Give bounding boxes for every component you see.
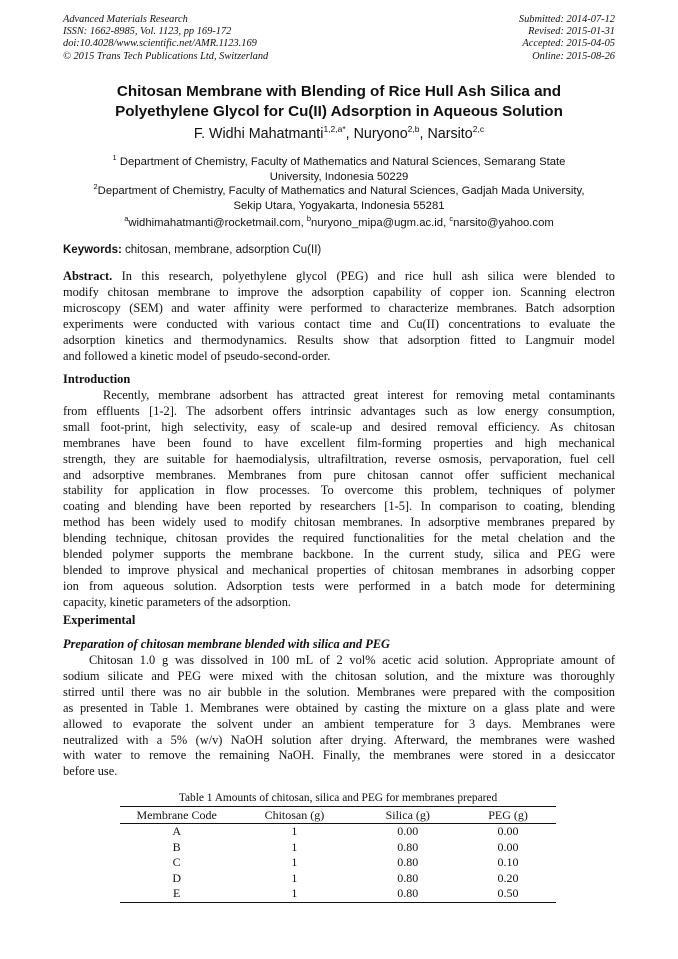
column-header: Membrane Code: [120, 807, 233, 824]
intro-line: ion from aqueous solution. Adsorption tests were performed in a batch mode for determining: [63, 578, 615, 593]
intro-line: strength, they are suitable for haemodialysis, ultrafiltration, reverse osmosis, pervaporation, fuel cell: [63, 451, 615, 466]
intro-line: blended polymer supports the membrane backbone. In the current study, silica and PEG were: [63, 547, 615, 562]
intro-line: Recently, membrane adsorbent has attracted great interest for removing metal contaminants: [103, 388, 615, 402]
intro-line: blended to improve physical and mechanical properties of chitosan membranes in adsorbing copper: [63, 562, 615, 577]
experimental-line: as presented in Table 1. Membranes were obtained by casting the mixture on a glass plate and were: [63, 700, 615, 715]
table-cell: 0.00: [497, 824, 519, 839]
table-cell: 0.50: [460, 886, 556, 902]
table-row: [120, 855, 556, 871]
abstract-label: Abstract.: [63, 269, 113, 283]
table-row: [120, 871, 556, 887]
table-cell: 0.00: [497, 839, 519, 854]
intro-line: coating and blending have been reported by researchers [1-5]. In comparison to coating, blending: [63, 499, 615, 514]
intro-line: and adsorptive membranes. Membranes from pure chitosan cannot offer sufficient mechanical: [63, 467, 615, 482]
journal-copyright: © 2015 Trans Tech Publications Ltd, Switzerland: [63, 50, 269, 62]
table-cell: E: [120, 886, 233, 902]
email-address: widhimahatmanti@rocketmail.com: [128, 216, 301, 229]
column-header: PEG (g): [460, 807, 556, 824]
date-revised: Revised: 2015-01-31: [528, 26, 615, 38]
abstract: [63, 269, 615, 364]
table-cell: 0.00: [397, 824, 419, 839]
abstract-line: adsorption kinetics and thermodynamics. Results show that adsorption fitted to Langmuir model: [63, 332, 615, 347]
intro-line: blending technique, chitosan provides the required functionalities for the metal chelation and the: [63, 531, 615, 546]
email-sup: b: [306, 214, 312, 223]
experimental-line: before use.: [63, 764, 118, 779]
experimental-line: Chitosan 1.0 g was dissolved in 100 mL of 2 vol% acetic acid solution. Appropriate amount of: [89, 653, 615, 667]
date-online: Online: 2015-08-26: [532, 50, 615, 62]
keywords: [63, 244, 321, 256]
abstract-line: In this research, polyethylene glycol (PEG) and rice hull ash silica were blended to: [121, 269, 615, 283]
experimental-line: sodium silicate and PEG were mixed with the chitosan solution, and the mixture was thoroughly: [63, 668, 615, 683]
affiliation-line: Sekip Utara, Yogyakarta, Indonesia 55281: [233, 200, 445, 213]
author-name: F. Widhi Mahatmanti: [193, 125, 324, 142]
title-line: Polyethylene Glycol for Cu(II) Adsorption in Aqueous Solution: [115, 103, 563, 120]
intro-line: from effluents [1-2]. The adsorbent offers intrinsic advantages such as low energy consumption,: [63, 403, 615, 418]
table-header-row: [120, 807, 556, 824]
abstract-line: microscopy (SEM) and water affinity were performed to characterize membranes. Batch adsorption: [63, 300, 615, 315]
abstract-line: and followed a kinetic model of pseudo-second-order.: [63, 348, 331, 363]
email-sup: c: [449, 214, 454, 223]
table-cell: A: [172, 824, 182, 839]
table-cell: 1: [291, 870, 298, 885]
abstract-line: experiments were conducted with various contact time and Cu(II) concentrations to evaluate the: [63, 316, 615, 331]
journal-info: [63, 14, 268, 63]
author-sup: 2,c: [472, 124, 485, 134]
table-row: [120, 886, 556, 902]
affiliation-line: Department of Chemistry, Faculty of Mathematics and Natural Sciences, Semarang State: [119, 155, 566, 168]
table-cell: D: [172, 870, 182, 885]
table-cell: 0.80: [397, 870, 419, 885]
keywords-label: Keywords:: [63, 244, 122, 256]
table-caption: Table 1 Amounts of chitosan, silica and PEG for membranes prepared: [178, 792, 498, 804]
affiliation-2: [60, 179, 618, 215]
table-cell: 0.80: [397, 855, 419, 870]
author-name: Nuryono: [353, 125, 408, 142]
author-emails: $^a$widhimahatmanti@rocketmail.com, $^b$nuryono_mipa@ugm.ac.id, $^c$narsito@yahoo.com: [124, 214, 554, 229]
intro-line: method has been widely used to modify chitosan membranes. In adsorptive membranes prepared by: [63, 515, 615, 530]
author-sup: 1,2,a*: [323, 124, 346, 134]
email-address: narsito@yahoo.com: [453, 216, 554, 229]
introduction-body: [63, 388, 615, 611]
intro-line: stability for application in flow processes. To overcome this problem, techniques of polymer: [63, 483, 615, 498]
experimental-line: stirred until there was no air bubble in the solution. Membranes were prepared with the composition: [63, 684, 615, 699]
section-heading-experimental: Experimental: [63, 613, 136, 627]
section-heading-introduction: Introduction: [63, 372, 131, 386]
date-submitted: Submitted: 2014-07-12: [518, 14, 615, 25]
date-accepted: Accepted: 2015-04-05: [522, 38, 615, 50]
affiliation-line: Department of Chemistry, Faculty of Mathematics and Natural Sciences, Gadjah Mada University,: [97, 184, 585, 197]
column-header: Chitosan (g): [233, 807, 355, 824]
membrane-composition-table: [120, 806, 556, 903]
table-cell: B: [172, 839, 181, 854]
experimental-body: [63, 653, 615, 780]
journal-issn: ISSN: 1662-8985, Vol. 1123, pp 169-172: [63, 26, 232, 38]
intro-line: small foot-print, high selectivity, easy of scale-up and desired removal efficiency. As chitosan: [63, 419, 615, 434]
table-cell: 0.80: [355, 886, 460, 902]
affiliation-sup: 1: [112, 153, 117, 162]
author-list: F. Widhi Mahatmanti$^{1,2,a*}$, Nuryono$^{2,b}$, Narsito$^{2,c}$: [193, 124, 485, 142]
table-cell: 1: [291, 855, 298, 870]
experimental-line: allowed to evaporate the solvent under an ambient temperature for 3 days. Membranes were: [63, 716, 615, 731]
affiliation-sup: 2: [93, 182, 98, 191]
email-sup: a: [124, 214, 129, 223]
affiliation-line: University, Indonesia 50229: [269, 171, 409, 184]
table-row: [120, 840, 556, 856]
paper-title: [40, 82, 638, 122]
journal-doi: doi:10.4028/www.scientific.net/AMR.1123.169: [63, 38, 257, 50]
table-cell: 0.80: [397, 839, 419, 854]
subsection-heading: Preparation of chitosan membrane blended with silica and PEG: [63, 637, 390, 651]
title-line: Chitosan Membrane with Blending of Rice Hull Ash Silica and: [116, 83, 562, 100]
intro-line: membranes have been found to have excellent film-forming properties and high mechanical: [63, 435, 615, 450]
table-row: [120, 824, 556, 840]
author-name: Narsito: [427, 125, 473, 142]
keywords-text: chitosan, membrane, adsorption Cu(II): [125, 244, 322, 256]
journal-name: Advanced Materials Research: [63, 14, 188, 25]
table-cell: 1: [291, 839, 298, 854]
table-cell: 0.20: [497, 870, 519, 885]
table-cell: 0.10: [497, 855, 519, 870]
intro-line: capacity, kinetic parameters of the adsorption.: [63, 594, 291, 609]
email-address: nuryono_mipa@ugm.ac.id: [311, 216, 444, 229]
table-cell: 1: [233, 886, 355, 902]
experimental-line: neutralized with a 5% (w/v) NaOH solution after drying. Afterward, the membranes were washed: [63, 732, 615, 747]
author-sup: 2,b: [407, 124, 420, 134]
experimental-line: with water to remove the remaining NaOH. Finally, the membranes were stored in a desiccator: [63, 748, 615, 763]
table-cell: C: [172, 855, 181, 870]
abstract-line: modify chitosan membrane to improve the adsorption capability of copper ion. Scanning electron: [63, 284, 615, 299]
table-cell: 1: [291, 824, 298, 839]
column-header: Silica (g): [355, 807, 460, 824]
submission-dates: [519, 14, 615, 63]
